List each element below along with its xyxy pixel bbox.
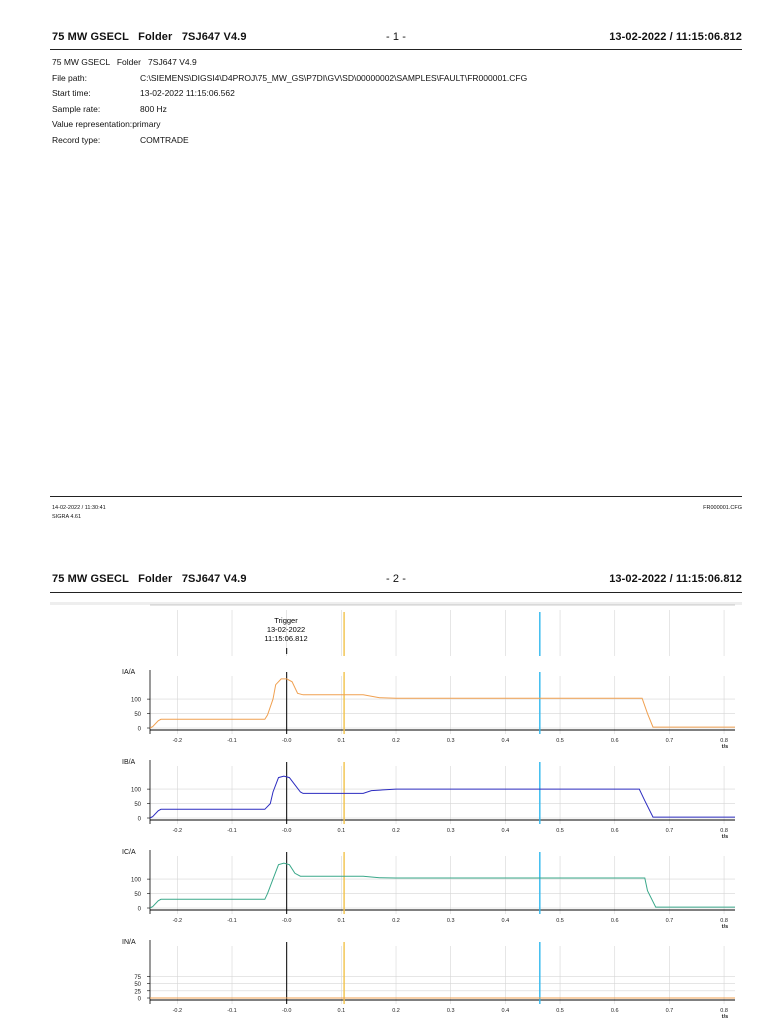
page1-header-page-number: - 1 - — [386, 31, 407, 43]
fault-record-chart — [0, 596, 768, 1024]
y-tick-label: 50 — [134, 712, 141, 719]
footer-print-date: 14-02-2022 / 11:30:41 — [52, 505, 106, 511]
footer-file-name: FR000001.CFG — [703, 505, 742, 511]
trigger-title: Trigger — [274, 616, 298, 625]
x-tick-label: 0.3 — [446, 918, 455, 924]
x-tick-label: 0.7 — [665, 918, 674, 924]
x-tick-label: 0.5 — [556, 828, 564, 834]
x-tick-label: 0.2 — [392, 738, 400, 744]
x-tick-label: 0.3 — [446, 828, 455, 834]
series-line-ic — [150, 863, 735, 908]
y-tick-label: 0 — [137, 996, 141, 1003]
device-line: 75 MW GSECL Folder 7SJ647 V4.9 — [52, 57, 197, 67]
field-value: C:\SIEMENS\DIGSI4\D4PROJ\75_MW_GS\P7DI\GV\SD\00000002\SAMPLES\FAULT\FR000001.CFG — [140, 72, 528, 83]
x-tick-label: 0.4 — [501, 738, 510, 744]
y-tick-label: 100 — [130, 787, 141, 794]
x-tick-label: 0.5 — [556, 918, 564, 924]
x-tick-label: -0.0 — [281, 918, 292, 924]
x-tick-label: -0.0 — [281, 1008, 292, 1014]
channel-label: IB/A — [122, 759, 136, 766]
x-tick-label: 0.8 — [720, 918, 728, 924]
field-value: 13-02-2022 11:15:06.562 — [140, 88, 235, 98]
y-tick-label: 0 — [137, 906, 141, 913]
page1-header-rule — [50, 49, 742, 50]
trigger-panel-grid — [177, 610, 724, 656]
trigger-date: 13-02-2022 — [266, 625, 306, 634]
page2-header-page-number: - 2 - — [386, 573, 407, 585]
field-start-time — [52, 86, 742, 102]
x-tick-label: 0.7 — [665, 738, 674, 744]
channel-label: IN/A — [122, 939, 136, 946]
series-line-ia — [150, 679, 735, 728]
x-tick-label: 0.1 — [337, 918, 346, 924]
x-tick-label: -0.2 — [172, 1008, 183, 1014]
page1-header-timestamp: 13-02-2022 / 11:15:06.812 — [609, 31, 742, 43]
channel-plot-ib — [122, 759, 735, 840]
x-tick-label: 0.5 — [556, 1008, 564, 1014]
x-tick-label: 0.2 — [392, 828, 400, 834]
x-tick-label: 0.4 — [501, 1008, 510, 1014]
x-tick-label: -0.1 — [227, 918, 237, 924]
channel-plot-in — [122, 939, 735, 1020]
x-tick-label: 0.7 — [665, 1008, 674, 1014]
field-label: Sample rate: — [52, 103, 101, 114]
page2-header-rule — [50, 592, 742, 593]
y-tick-label: 100 — [130, 697, 141, 704]
footer-app-version: SIGRA 4.61 — [52, 514, 82, 520]
channel-label: IC/A — [122, 849, 136, 856]
x-tick-label: 0.6 — [610, 1008, 619, 1014]
x-tick-label: 0.4 — [501, 828, 510, 834]
x-tick-label: 0.2 — [392, 1008, 400, 1014]
page2-header-timestamp: 13-02-2022 / 11:15:06.812 — [609, 573, 742, 585]
x-tick-label: 0.6 — [610, 828, 619, 834]
y-tick-label: 0 — [137, 726, 141, 733]
field-value: COMTRADE — [140, 134, 189, 145]
x-axis-label: t/s — [721, 744, 729, 750]
page1-footer-left — [52, 504, 106, 522]
field-sample-rate — [52, 102, 742, 118]
x-tick-label: 0.2 — [392, 918, 400, 924]
y-tick-label: 0 — [137, 816, 141, 823]
field-value-representation — [52, 117, 742, 133]
trigger-time: 11:15:06.812 — [264, 634, 308, 643]
x-tick-label: 0.3 — [446, 1008, 455, 1014]
page1-header-left: 75 MW GSECL Folder 7SJ647 V4.9 — [52, 31, 247, 43]
x-tick-label: -0.1 — [227, 828, 237, 834]
field-label: Value representation: — [52, 119, 133, 129]
field-label: Start time: — [52, 88, 91, 98]
x-tick-label: -0.2 — [172, 918, 183, 924]
field-record-type — [52, 133, 742, 149]
field-value: primary — [132, 119, 161, 129]
x-tick-label: -0.2 — [172, 828, 183, 834]
record-metadata — [52, 55, 742, 148]
y-tick-label: 75 — [134, 974, 141, 981]
x-axis-label: t/s — [721, 924, 729, 930]
field-file-path — [52, 71, 742, 87]
x-tick-label: 0.1 — [337, 828, 346, 834]
y-tick-label: 50 — [134, 892, 141, 899]
x-tick-label: -0.1 — [227, 738, 237, 744]
x-tick-label: 0.6 — [610, 918, 619, 924]
page1-footer-rule — [50, 496, 742, 497]
channel-plot-ia — [122, 669, 735, 750]
y-tick-label: 50 — [134, 982, 141, 989]
x-tick-label: -0.0 — [281, 828, 292, 834]
x-axis-label: t/s — [721, 834, 729, 840]
y-tick-label: 50 — [134, 802, 141, 809]
x-tick-label: 0.7 — [665, 828, 674, 834]
x-tick-label: 0.4 — [501, 918, 510, 924]
x-tick-label: -0.1 — [227, 1008, 237, 1014]
series-line-ib — [150, 776, 735, 818]
y-tick-label: 25 — [134, 989, 141, 996]
field-value: 800 Hz — [140, 103, 167, 114]
x-tick-label: 0.3 — [446, 738, 455, 744]
x-tick-label: 0.8 — [720, 1008, 728, 1014]
x-tick-label: -0.2 — [172, 738, 183, 744]
x-tick-label: 0.8 — [720, 738, 728, 744]
x-axis-label: t/s — [721, 1014, 729, 1020]
chart-top-strip — [50, 602, 742, 605]
x-tick-label: 0.5 — [556, 738, 564, 744]
x-tick-label: 0.1 — [337, 1008, 346, 1014]
field-label: File path: — [52, 72, 87, 83]
x-tick-label: 0.1 — [337, 738, 346, 744]
x-tick-label: 0.6 — [610, 738, 619, 744]
page2-header-left: 75 MW GSECL Folder 7SJ647 V4.9 — [52, 573, 247, 585]
x-tick-label: 0.8 — [720, 828, 728, 834]
channel-label: IA/A — [122, 669, 136, 676]
field-label: Record type: — [52, 134, 101, 145]
x-tick-label: -0.0 — [281, 738, 292, 744]
y-tick-label: 100 — [130, 877, 141, 884]
channel-plot-ic — [122, 849, 735, 930]
